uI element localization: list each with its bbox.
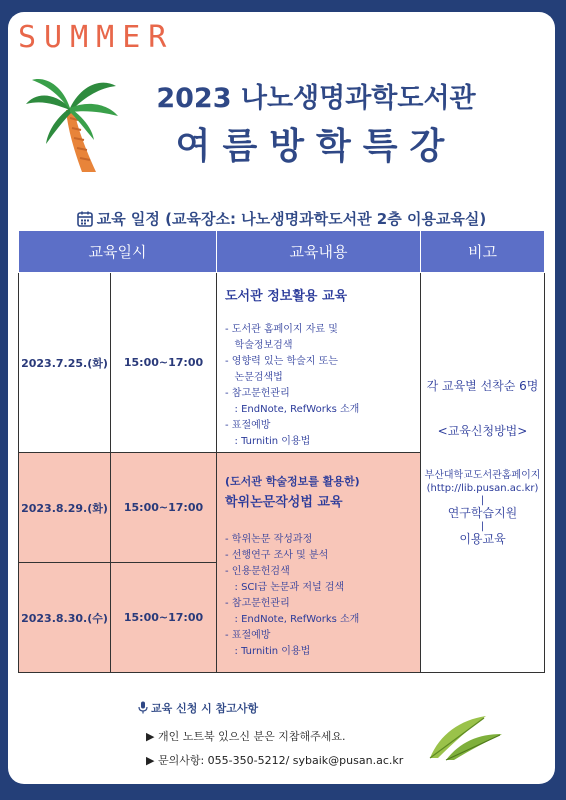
content-line: - 표절예방	[225, 420, 271, 431]
palm-tree-icon	[22, 70, 122, 174]
schedule-table	[18, 230, 545, 673]
calendar-icon	[77, 211, 93, 227]
schedule-heading-text: 교육 일정 (교육장소: 나노생명과학도서관 2층 이용교육실)	[96, 210, 487, 228]
time-cell: 15:00~17:00	[111, 273, 217, 453]
remark-cell	[421, 273, 545, 673]
content-line: - 표절예방	[225, 630, 271, 641]
remark-capacity: 각 교육별 선착순 6명	[426, 379, 539, 393]
time-cell: 15:00~17:00	[111, 453, 217, 563]
header-content: 교육내용	[217, 231, 421, 273]
content-line: : EndNote, RefWorks 소개	[225, 404, 360, 415]
summer-label: SUMMER	[18, 20, 175, 55]
remark-method-heading: <교육신청방법>	[437, 424, 528, 438]
notes-heading	[138, 700, 258, 716]
content-line: - 학위논문 작성과정	[225, 534, 313, 545]
content-cell-thesis-writing	[217, 453, 421, 673]
content-title: 도서관 정보활용 교육	[225, 289, 348, 304]
header-remark: 비고	[421, 231, 545, 273]
content-line: : Turnitin 이용법	[225, 646, 311, 657]
remark-separator: |	[480, 521, 485, 532]
microphone-icon	[138, 701, 148, 714]
remark-user-education: 이용교육	[459, 532, 506, 546]
content-cell-info-literacy	[217, 273, 421, 453]
poster-card	[8, 12, 555, 784]
notes-heading-text: 교육 신청 시 참고사항	[151, 702, 259, 715]
content-line: - 선행연구 조사 및 분석	[225, 550, 329, 561]
remark-separator: |	[480, 495, 485, 506]
content-line: 학술정보검색	[225, 340, 293, 351]
title-summer-lecture: 여름방학특강	[175, 126, 457, 167]
header-datetime: 교육일시	[19, 231, 217, 273]
palm-leaves-icon	[426, 712, 506, 762]
note-laptop: ▶ 개인 노트북 있으신 분은 지참해주세요.	[146, 730, 346, 743]
date-cell: 2023.8.29.(화)	[19, 453, 111, 563]
title-year-library: 2023 나노생명과학도서관	[156, 83, 476, 114]
content-line: 논문검색법	[225, 372, 283, 383]
schedule-heading	[8, 208, 555, 229]
content-line: : SCI급 논문과 저널 검색	[225, 582, 345, 593]
remark-homepage: 부산대학교도서관홈페이지	[424, 470, 541, 481]
table-row	[19, 273, 545, 453]
content-pretitle: (도서관 학술정보를 활용한)	[225, 475, 360, 488]
content-title: 학위논문작성법 교육	[225, 495, 343, 510]
content-line: - 참고문헌관리	[225, 388, 290, 399]
content-line: : EndNote, RefWorks 소개	[225, 614, 360, 625]
content-line: - 참고문헌관리	[225, 598, 290, 609]
content-line: : Turnitin 이용법	[225, 436, 311, 447]
date-cell: 2023.7.25.(화)	[19, 273, 111, 453]
content-line: - 영향력 있는 학술지 또는	[225, 356, 338, 367]
remark-research-support: 연구학습지원	[447, 506, 518, 520]
date-cell: 2023.8.30.(수)	[19, 563, 111, 673]
content-line: - 도서관 홈페이지 자료 및	[225, 324, 338, 335]
note-contact: ▶ 문의사항: 055-350-5212/ sybaik@pusan.ac.kr	[146, 754, 404, 767]
remark-url: (http://lib.pusan.ac.kr)	[426, 483, 539, 494]
time-cell: 15:00~17:00	[111, 563, 217, 673]
content-line: - 인용문헌검색	[225, 566, 290, 577]
